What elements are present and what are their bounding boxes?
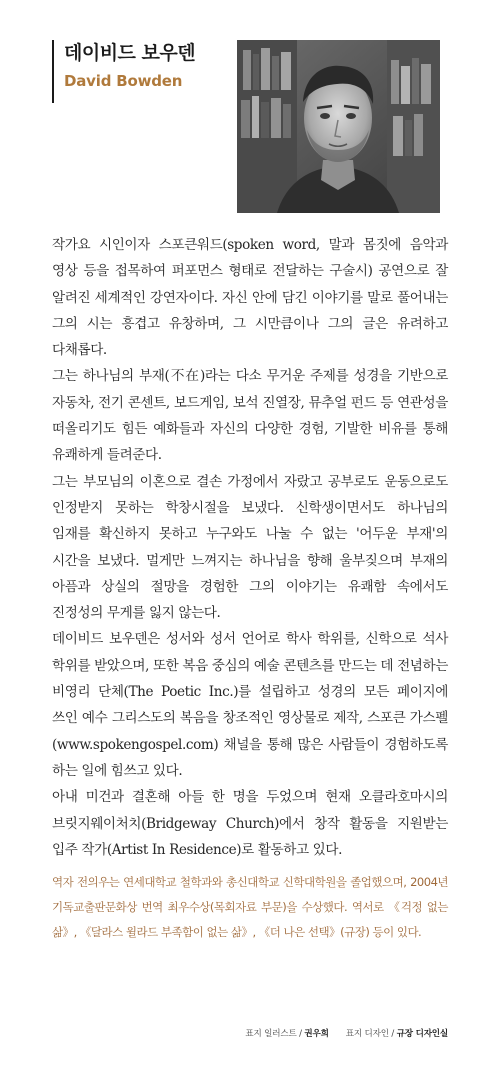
bio-paragraph: 그는 하나님의 부재(不在)라는 다소 무거운 주제를 성경을 기반으로 자동차, 전기 콘센트, 보드게임, 보석 진열장, 뮤추얼 펀드 등 연관성을 떠올리기도 힘든 예화들과 자신의 다양한 경험, 기발한 비유를 통해 유쾌하게 들려준다.	[52, 368, 448, 464]
author-biography	[52, 232, 448, 863]
design-credit-name: 규장 디자인실	[396, 1029, 448, 1039]
author-heading	[52, 40, 195, 103]
author-portrait-image	[237, 40, 440, 213]
author-name-korean: 데이비드 보우덴	[64, 42, 196, 64]
illustration-credit-name: 권우희	[304, 1029, 329, 1039]
author-photo	[237, 40, 440, 213]
bio-paragraph: 아내 미건과 결혼해 아들 한 명을 두었으며 현재 오클라호마시의 브릿지웨이처치(Bridgeway Church)에서 창작 활동을 지원받는 입주 작가(Artist In Residence)로 활동하고 있다.	[52, 789, 448, 858]
bio-paragraph: 데이비드 보우덴은 성서와 성서 언어로 학사 학위를, 신학으로 석사 학위를 받았으며, 또한 복음 중심의 예술 콘텐츠를 만드는 데 전념하는 비영리 단체(The Poetic Inc.)를 설립하고 성경의 모든 페이지에 쓰인 예수 그리스도의 복음을 창조적인 영상물로 제작, 스포큰 가스펠(www.spokengospel.com) 채널을 통해 많은 사람들이 경험하도록 하는 일에 힘쓰고 있다.	[52, 631, 448, 779]
design-credit-label: 표지 디자인	[345, 1029, 389, 1039]
bio-paragraph: 그는 부모님의 이혼으로 결손 가정에서 자랐고 공부로도 운동으로도 인정받지 못하는 학창시절을 보냈다. 신학생이면서도 하나님의 임재를 확신하지 못하고 누구와도 나눌 수 없는 '어두운 부재'의 시간을 보냈다. 멀게만 느껴지는 하나님을 향해 울부짖으며 부재의 아픔과 상실의 절망을 경험한 그의 이야기는 유쾌함 속에서도 진정성의 무게를 잃지 않는다.	[52, 473, 448, 622]
author-name-english: David Bowden	[64, 72, 183, 90]
translator-paragraph: 역자 전의우는 연세대학교 철학과와 총신대학교 신학대학원을 졸업했으며, 2004년 기독교출판문화상 번역 최우수상(목회자료 부문)을 수상했다. 역서로 《걱정 없는 삶》, 《달라스 윌라드 부족함이 없는 삶》, 《더 나은 선택》(규장) 등이 있다.	[52, 875, 448, 939]
cover-credits: 표지 일러스트 / 권우희 표지 디자인 / 규장 디자인실	[245, 1029, 448, 1039]
illustration-credit-label: 표지 일러스트	[245, 1029, 297, 1039]
translator-note	[52, 870, 448, 945]
bio-paragraph: 작가요 시인이자 스포큰워드(spoken word, 말과 몸짓에 음악과 영상 등을 접목하여 퍼포먼스 형태로 전달하는 구술시) 공연으로 잘 알려진 세계적인 강연자이다. 자신 안에 담긴 이야기를 말로 풀어내는 그의 시는 흥겹고 유창하며, 그 시만큼이나 그의 글은 유려하고 다채롭다.	[52, 237, 448, 359]
